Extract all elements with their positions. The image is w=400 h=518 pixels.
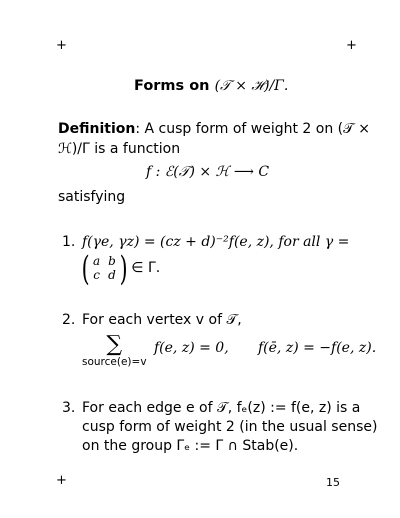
sum-block bbox=[82, 334, 147, 368]
sum-expression: f(e, z) = 0, bbox=[154, 340, 229, 356]
item-3-line-2: cusp form of weight 2 (in the usual sense) bbox=[82, 419, 378, 435]
conjugate-edge-expression: f(ē, z) = −f(e, z). bbox=[258, 340, 377, 356]
definition-line-2: ℋ)/Γ is a function bbox=[58, 141, 181, 157]
item-1-after-matrix: ∈ Γ. bbox=[131, 260, 161, 276]
item-2-line-1: For each vertex v of 𝒯, bbox=[82, 312, 242, 328]
satisfying-text: satisfying bbox=[58, 189, 126, 205]
item-1-line-2 bbox=[81, 249, 161, 289]
sum-subscript: source(e)=v bbox=[82, 356, 147, 368]
title-math: (𝒯 × ℋ)/Γ. bbox=[214, 78, 289, 94]
corner-mark-bottom-left: + bbox=[56, 473, 67, 488]
matrix-d: d bbox=[108, 268, 116, 282]
definition-line-1 bbox=[58, 121, 370, 137]
matrix-b: b bbox=[108, 254, 116, 268]
slide-title bbox=[134, 78, 288, 94]
sum-symbol: ∑ bbox=[106, 332, 123, 357]
item-3-line-1: For each edge e of 𝒯, fₑ(z) := f(e, z) is a bbox=[82, 400, 361, 416]
matrix-c: c bbox=[93, 268, 100, 282]
title-prefix: Forms on bbox=[134, 78, 215, 94]
corner-mark-top-right: + bbox=[346, 38, 357, 53]
matrix-a: a bbox=[93, 254, 101, 268]
page-number: 15 bbox=[326, 476, 340, 489]
sum-symbol-with-subscript bbox=[82, 334, 147, 368]
item-3-number: 3. bbox=[62, 400, 76, 416]
gamma-matrix: ( a b c d ) bbox=[81, 249, 128, 289]
definition-display-formula: f : ℰ(𝒯) × ℋ ⟶ C bbox=[146, 164, 270, 180]
item-3-line-3: on the group Γₑ := Γ ∩ Stab(e). bbox=[82, 438, 299, 454]
definition-text-1: : A cusp form of weight 2 on (𝒯 × bbox=[135, 121, 371, 137]
corner-mark-top-left: + bbox=[56, 38, 67, 53]
item-1-number: 1. bbox=[62, 234, 76, 250]
definition-heading: Definition bbox=[58, 121, 136, 137]
item-2-number: 2. bbox=[62, 312, 76, 328]
item-1-line-1: f(γe, γz) = (cz + d)⁻²f(e, z), for all γ = bbox=[82, 234, 350, 250]
